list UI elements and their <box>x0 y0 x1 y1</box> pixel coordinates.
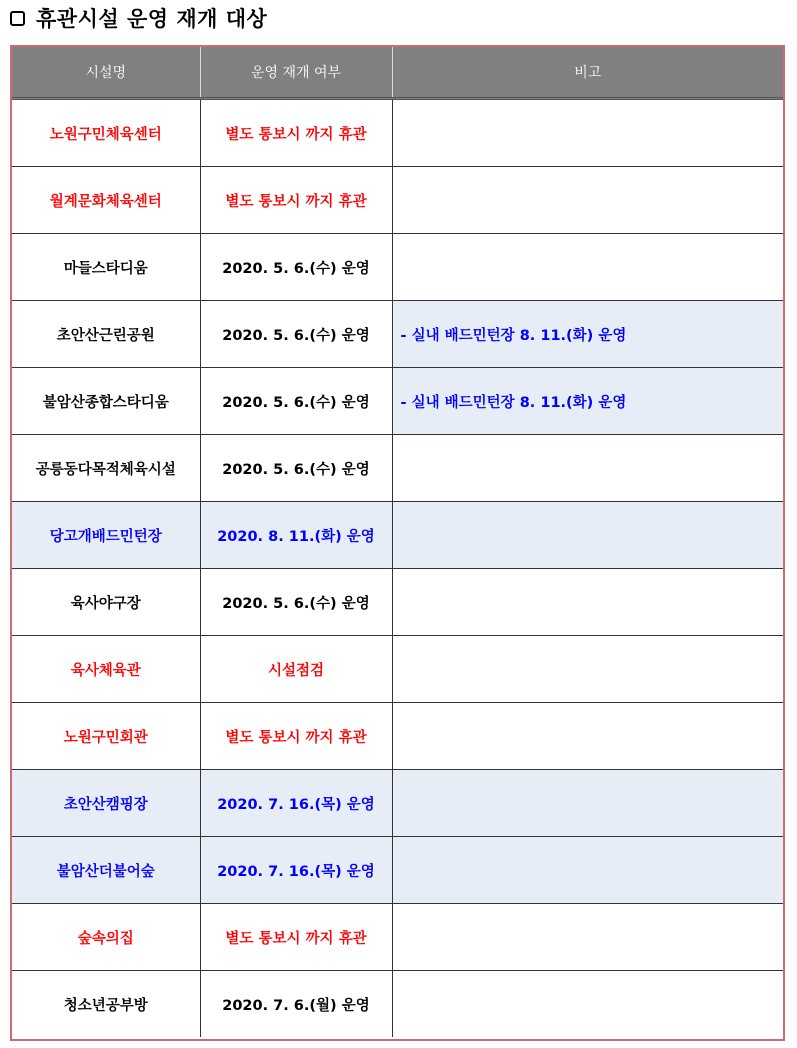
remarks-cell <box>392 703 783 770</box>
facility-name-cell: 초안산근린공원 <box>12 301 200 368</box>
table-row <box>12 770 783 837</box>
reopen-status-cell: 2020. 7. 16.(목) 운영 <box>200 770 392 837</box>
reopen-status-cell: 2020. 5. 6.(수) 운영 <box>200 368 392 435</box>
facility-name-cell: 육사체육관 <box>12 636 200 703</box>
reopen-status-cell: 2020. 5. 6.(수) 운영 <box>200 301 392 368</box>
facility-name-cell: 노원구민체육센터 <box>12 99 200 167</box>
table-row <box>12 435 783 502</box>
table-row <box>12 837 783 904</box>
reopen-status-cell: 2020. 8. 11.(화) 운영 <box>200 502 392 569</box>
facility-name-cell: 월계문화체육센터 <box>12 167 200 234</box>
reopen-status-cell: 별도 통보시 까지 휴관 <box>200 904 392 971</box>
facility-name-cell: 육사야구장 <box>12 569 200 636</box>
section-title <box>10 2 267 34</box>
remarks-cell <box>392 971 783 1038</box>
reopen-status-cell: 2020. 5. 6.(수) 운영 <box>200 569 392 636</box>
header-facility-name: 시설명 <box>12 47 200 99</box>
facility-name-cell: 숲속의집 <box>12 904 200 971</box>
remarks-cell <box>392 904 783 971</box>
table-row <box>12 569 783 636</box>
remarks-cell <box>392 502 783 569</box>
remarks-cell <box>392 837 783 904</box>
remarks-cell <box>392 569 783 636</box>
remarks-cell <box>392 99 783 167</box>
reopen-status-cell: 2020. 7. 16.(목) 운영 <box>200 837 392 904</box>
checkbox-square-icon <box>10 11 25 26</box>
table-row <box>12 167 783 234</box>
reopen-status-cell: 별도 통보시 까지 휴관 <box>200 703 392 770</box>
reopen-status-cell: 2020. 5. 6.(수) 운영 <box>200 435 392 502</box>
facility-name-cell: 당고개배드민턴장 <box>12 502 200 569</box>
remarks-cell <box>392 234 783 301</box>
facility-name-cell: 마들스타디움 <box>12 234 200 301</box>
table-row <box>12 971 783 1038</box>
facility-table <box>12 47 783 1037</box>
table-row <box>12 904 783 971</box>
section-title-text: 휴관시설 운영 재개 대상 <box>36 7 268 31</box>
table-row <box>12 636 783 703</box>
reopen-status-cell: 시설점검 <box>200 636 392 703</box>
header-remarks: 비고 <box>392 47 783 99</box>
table-header-row <box>12 47 783 99</box>
facility-name-cell: 노원구민회관 <box>12 703 200 770</box>
remarks-cell: - 실내 배드민턴장 8. 11.(화) 운영 <box>392 368 783 435</box>
remarks-cell <box>392 435 783 502</box>
table-row <box>12 703 783 770</box>
header-reopen-status: 운영 재개 여부 <box>200 47 392 99</box>
remarks-cell <box>392 167 783 234</box>
table-row <box>12 99 783 167</box>
reopen-status-cell: 별도 통보시 까지 휴관 <box>200 99 392 167</box>
reopen-status-cell: 2020. 7. 6.(월) 운영 <box>200 971 392 1038</box>
facility-name-cell: 청소년공부방 <box>12 971 200 1038</box>
table-row <box>12 368 783 435</box>
facility-name-cell: 공릉동다목적체육시설 <box>12 435 200 502</box>
facility-name-cell: 불암산종합스타디움 <box>12 368 200 435</box>
reopen-status-cell: 별도 통보시 까지 휴관 <box>200 167 392 234</box>
facility-name-cell: 초안산캠핑장 <box>12 770 200 837</box>
facility-name-cell: 불암산더불어숲 <box>12 837 200 904</box>
remarks-cell <box>392 770 783 837</box>
table-row <box>12 301 783 368</box>
reopen-status-cell: 2020. 5. 6.(수) 운영 <box>200 234 392 301</box>
table-row <box>12 502 783 569</box>
remarks-cell <box>392 636 783 703</box>
table-row <box>12 234 783 301</box>
remarks-cell: - 실내 배드민턴장 8. 11.(화) 운영 <box>392 301 783 368</box>
